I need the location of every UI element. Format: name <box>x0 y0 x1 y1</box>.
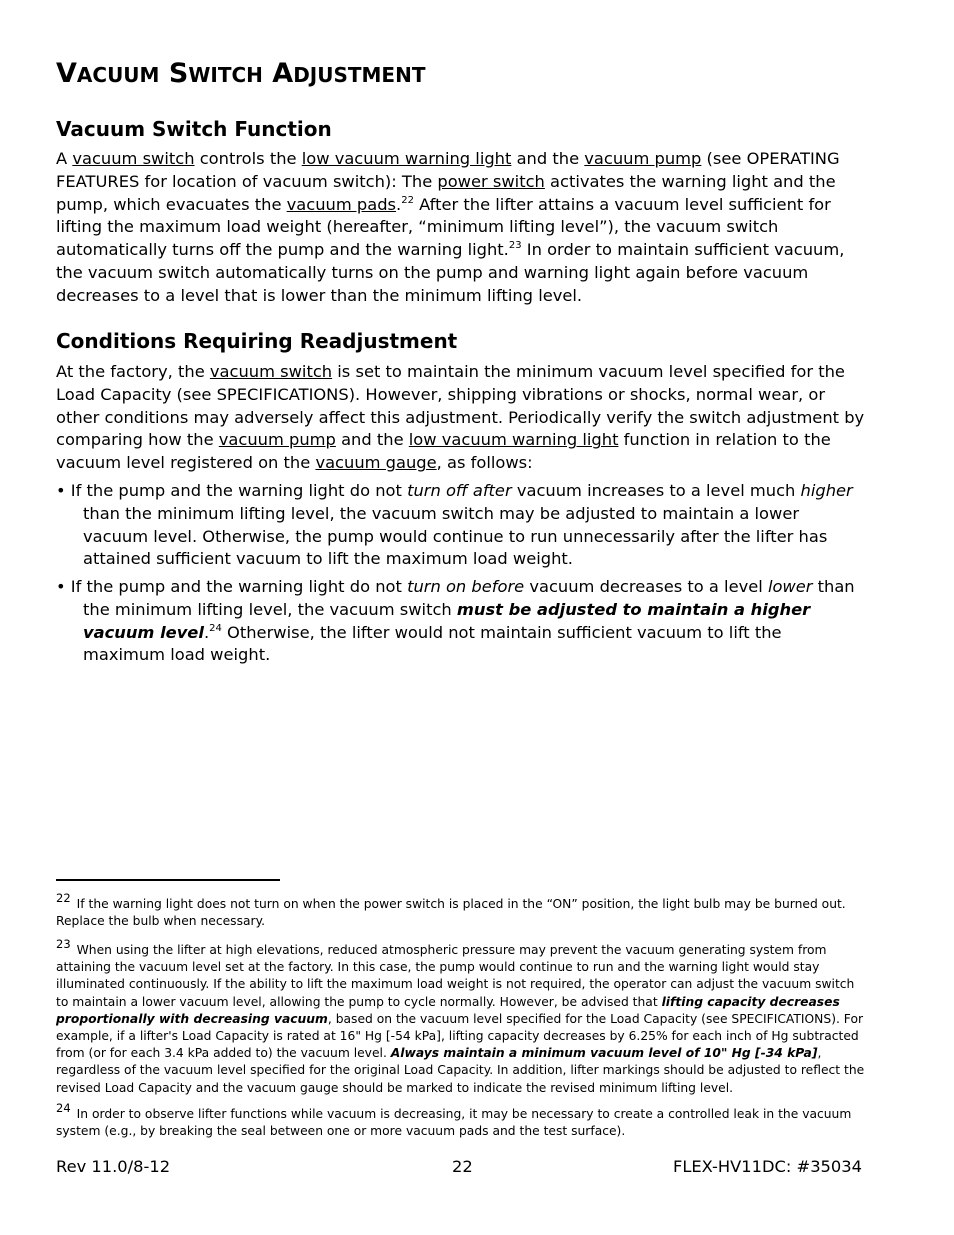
link-low-vacuum-warning-light: low vacuum warning light <box>301 149 512 168</box>
footer-document-id: FLEX-HV11DC: #35034 <box>672 1157 862 1176</box>
link-vacuum-gauge: vacuum gauge <box>315 453 437 473</box>
link-vacuum-switch-2: vacuum switch <box>209 362 333 381</box>
footnote-ref-23: 23 <box>508 240 522 252</box>
footnote-ref-24: 24 <box>209 622 222 634</box>
footnote-23: $^{23}$ When using the lifter at high elevations, reduced atmospheric pressure may prevent the vacuum generating system from attaining the vacuum level set at the factory. In this case, the pump would continue to run and the warning light would stay illuminated continuously. If the ability to lift the maximum load weight is not required, the operator can adjust the vacuum switch to maintain a lower vacuum level, allowing the pump to cycle normally. However, be advised that lifting capacity decreases proportionally with decreasing vacuum, based on the vacuum level specified for the Load Capacity (see SPECIFICATIONS). For example, if a lifter's Load Capacity is rated at 16" Hg [-54 kPa], lifting capacity decreases by 6.25% for each inch of Hg subtracted from (or for each 3.4 kPa added to) the vacuum level. Always maintain a minimum vacuum level of 10" Hg [-34 kPa], regardless of the vacuum level specified for the original Load Capacity. In addition, lifter markings should be adjusted to reflect the revised Load Capacity and the vacuum gauge should be marked to indicate the revised minimum lifting level. <box>56 937 865 1095</box>
section-heading-readjustment: Conditions Requiring Readjustment <box>56 329 458 353</box>
link-vacuum-pump: vacuum pump <box>584 149 702 168</box>
footnote-22: $^{22}$ If the warning light does not turn on when the power switch is placed in the “ON” position, the light bulb may be burned out. Replace the bulb when necessary. <box>56 891 846 929</box>
bullet-item-turn-off: • If the pump and the warning light do not turn off after vacuum increases to a level much higher than the minimum lifting level, the vacuum switch may be adjusted to maintain a lower vacuum level. Otherwise, the pump would continue to run unnecessarily after the lifter has attained sufficient vacuum to lift the maximum load weight. <box>56 481 853 569</box>
footnote-ref-22: 22 <box>401 194 414 206</box>
footnote-separator <box>56 879 280 881</box>
link-vacuum-pads: vacuum pads <box>286 194 397 214</box>
section-heading-function: Vacuum Switch Function <box>56 117 332 141</box>
link-vacuum-switch: vacuum switch <box>72 149 195 168</box>
link-vacuum-pump-2: vacuum pump <box>218 430 336 450</box>
bullet-item-turn-on: • If the pump and the warning light do not turn on before vacuum decreases to a level lower than the minimum lifting level, the vacuum switch must be adjusted to maintain a higher vacuum level.$^{24}$ Otherwise, the lifter would not maintain sufficient vacuum to lift the maximum load weight. <box>56 577 855 665</box>
paragraph-function: A vacuum switch controls the low vacuum warning light and the vacuum pump (see OPERATING FEATURES for location of vacuum switch): The power switch activates the warning light and the pump, which evacuates the vacuum pads.$^{22}$ After the lifter attains a vacuum level sufficient for lifting the maximum load weight (hereafter, “minimum lifting level”), the vacuum switch automatically turns off the pump and the warning light.$^{23}$ In order to maintain sufficient vacuum, the vacuum switch automatically turns on the pump and warning light again before vacuum decreases to a level that is lower than the minimum lifting level. <box>56 149 845 305</box>
page-title: VACUUM SWITCH ADJUSTMENT <box>56 58 426 89</box>
link-power-switch: power switch <box>437 171 545 191</box>
footer-page-number: 22 <box>452 1157 473 1176</box>
footer-revision: Rev 11.0/8-12 <box>56 1157 171 1176</box>
link-low-vacuum-warning-light-2: low vacuum warning light <box>408 430 619 450</box>
paragraph-readjustment: At the factory, the vacuum switch is set to maintain the minimum vacuum level specified for the Load Capacity (see SPECIFICATIONS). However, shipping vibrations or shocks, normal wear, or other conditions may adversely affect this adjustment. Periodically verify the switch adjustment by comparing how the vacuum pump and the low vacuum warning light function in relation to the vacuum level registered on the vacuum gauge, as follows: <box>56 362 865 473</box>
footnote-24: $^{24}$ In order to observe lifter functions while vacuum is decreasing, it may be necessary to create a controlled leak in the vacuum system (e.g., by breaking the seal between one or more vacuum pads and the test surface). <box>56 1101 852 1139</box>
